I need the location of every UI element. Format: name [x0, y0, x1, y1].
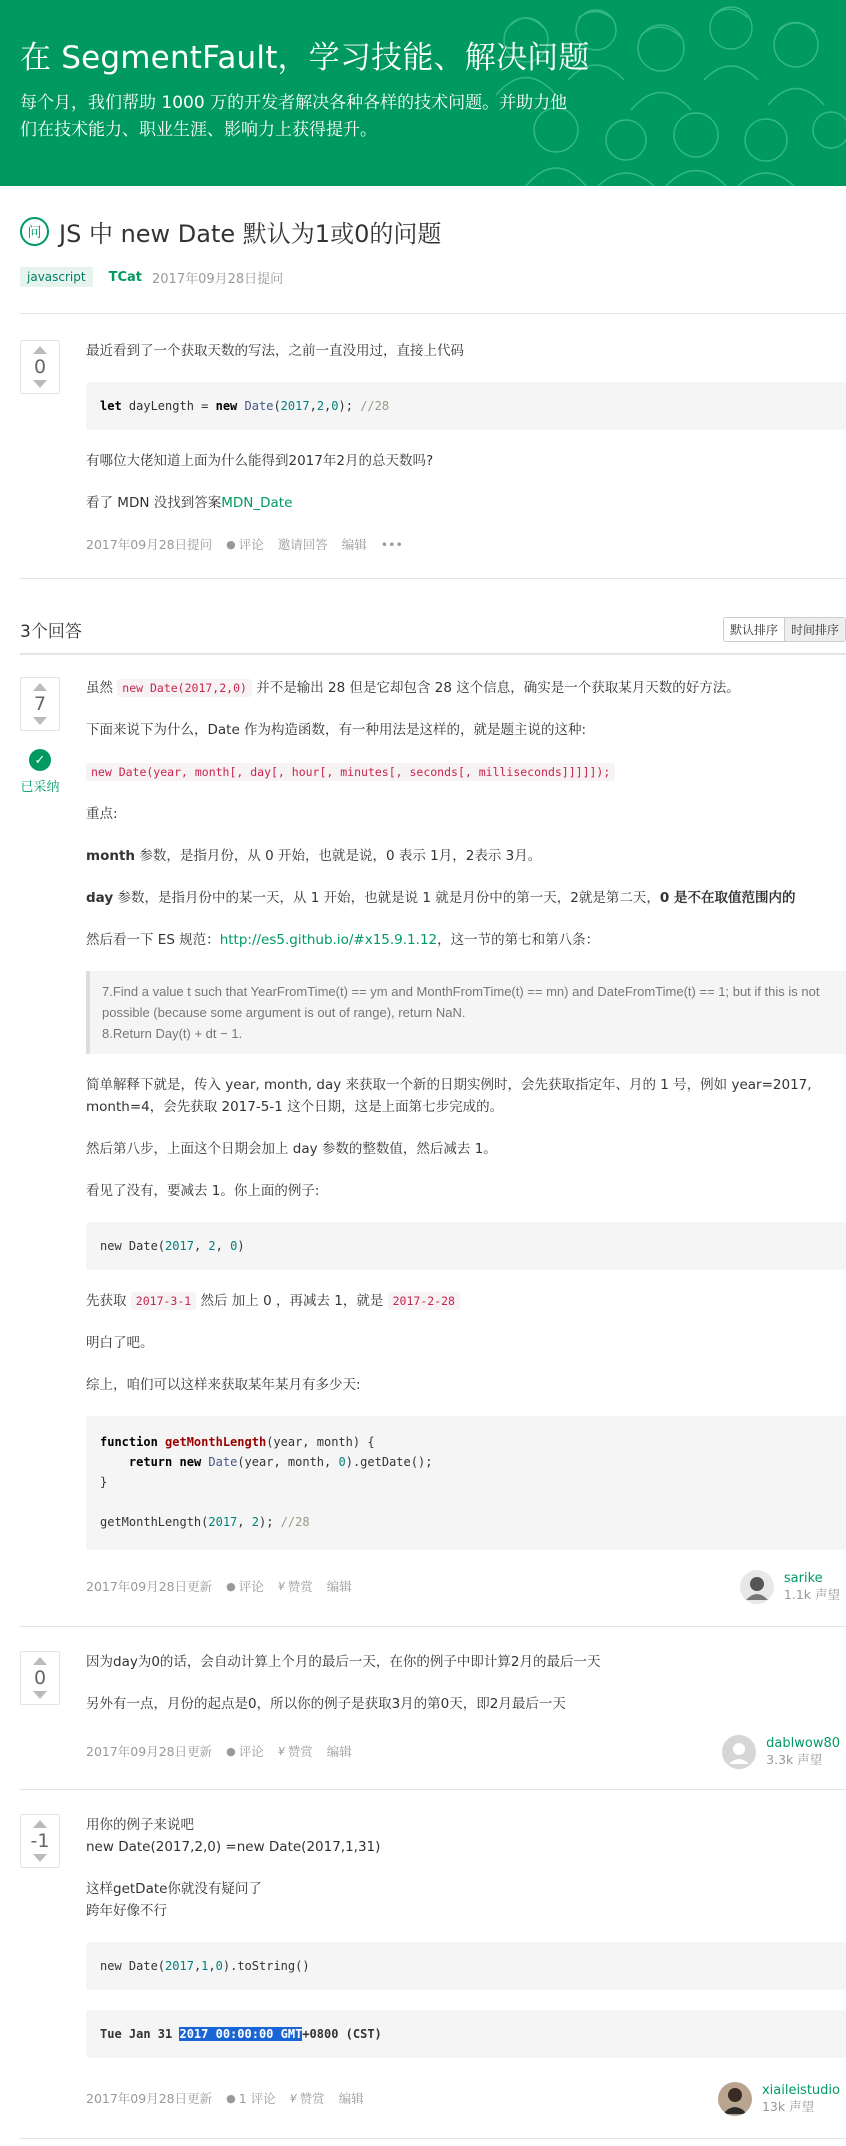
answer-vote	[20, 1814, 60, 2116]
question-intro: 最近看到了一个获取天数的写法，之前一直没用过，直接上代码	[86, 343, 464, 359]
inline-code: new Date(year, month[, day[, hour[, minutes[, seconds[, milliseconds]]]]]);	[86, 763, 615, 781]
answer-paragraph	[86, 845, 846, 867]
avatar[interactable]	[722, 1735, 756, 1769]
code-token: ,	[309, 399, 317, 413]
answer-actions	[86, 1735, 846, 1769]
answer-user[interactable]	[718, 2082, 840, 2116]
comment-label: 1 评论	[238, 2091, 276, 2106]
answer-paragraph	[86, 761, 846, 783]
code-token: new	[179, 1455, 202, 1469]
avatar[interactable]	[718, 2082, 752, 2116]
inline-code: new Date(2017,2,0)	[117, 679, 252, 697]
code-token: (year, month) {	[266, 1435, 375, 1449]
text: 先获取	[86, 1293, 127, 1309]
answer-body	[86, 1651, 846, 1769]
vote-count: 0	[33, 1667, 47, 1689]
comment-button[interactable]	[226, 534, 264, 556]
text: 这样getDate你就没有疑问了	[86, 1881, 262, 1897]
text: 参数，是指月份，从 0 开始，也就是说，0 表示 1月，2表示 3月。	[135, 848, 542, 864]
answer-paragraph	[86, 887, 846, 909]
code-comment: //28	[280, 1515, 310, 1529]
comment-icon: ●	[226, 1580, 236, 1593]
user-name[interactable]: dablwow80	[766, 1736, 840, 1751]
text: 用你的例子来说吧	[86, 1817, 194, 1833]
question-header	[20, 186, 846, 314]
code-token: 0	[215, 1959, 223, 1973]
code-token: Tue Jan 31	[100, 2027, 180, 2041]
code-token: }	[100, 1475, 108, 1489]
bold-text: month	[86, 848, 136, 864]
answer-paragraph: 下面来说下为什么，Date 作为构造函数，有一种用法是这样的，就是题主说的这种:	[86, 722, 587, 738]
answer-paragraph	[86, 1290, 846, 1312]
question-action-date[interactable]: 2017年09月28日提问	[86, 537, 213, 552]
code-token: Date	[244, 399, 274, 413]
question-ask: 有哪位大佬知道上面为什么能得到2017年2月的总天数吗?	[86, 453, 434, 469]
answers-header	[20, 579, 846, 655]
question-title-row	[20, 214, 846, 249]
comment-button[interactable]	[226, 1576, 264, 1598]
code-token: new Date(	[100, 1959, 166, 1973]
code-comment: //28	[360, 399, 390, 413]
answer-paragraph: 另外有一点，月份的起点是0，所以你的例子是获取3月的第0天，即2月最后一天	[86, 1696, 566, 1712]
answer-user[interactable]	[722, 1735, 840, 1769]
code-token: 2017	[165, 1959, 194, 1973]
vote-box	[20, 677, 60, 731]
inline-code: 2017-3-1	[131, 1292, 196, 1310]
code-token: ,	[193, 1239, 209, 1253]
code-token: +0800 (CST)	[302, 2027, 382, 2041]
code-token: 2	[251, 1515, 259, 1529]
vote-down-icon[interactable]	[33, 380, 47, 388]
spec-quote	[86, 971, 846, 1054]
question-vote	[20, 340, 60, 556]
question-author-link[interactable]: TCat	[108, 269, 142, 285]
code-token: ,	[193, 1959, 202, 1973]
accepted-badge	[20, 749, 59, 795]
code-token: );	[338, 399, 361, 413]
comment-label: 评论	[238, 1579, 264, 1594]
question-actions	[86, 534, 846, 556]
sort-time-button[interactable]: 时间排序	[784, 618, 845, 641]
vote-box	[20, 1814, 60, 1868]
code-block	[86, 2010, 846, 2058]
banner-subtitle: 每个月，我们帮助 1000 万的开发者解决各种各样的技术问题。并助力他们在技术能力、职业生涯、影响力上获得提升。	[20, 93, 568, 140]
question-badge-icon: 问	[20, 217, 49, 246]
text: 跨年好像不行	[86, 1903, 167, 1919]
answer-action-date[interactable]: 2017年09月28日更新	[86, 1579, 213, 1594]
question-meta	[20, 267, 846, 287]
question-body	[86, 340, 846, 556]
answer-actions	[86, 2082, 846, 2116]
code-token: 2017	[280, 399, 310, 413]
reward-label: 赞赏	[299, 2091, 325, 2106]
code-token: ).getDate();	[345, 1455, 433, 1469]
answer-action-date[interactable]: 2017年09月28日更新	[86, 1744, 213, 1759]
answer-paragraph: 然后第八步，上面这个日期会加上 day 参数的整数值，然后减去 1。	[86, 1141, 497, 1157]
answer-paragraph: 明白了吧。	[86, 1335, 154, 1351]
comment-icon: ●	[226, 538, 236, 551]
answer-actions	[86, 1570, 846, 1604]
vote-up-icon[interactable]	[33, 1657, 47, 1665]
yen-icon: ¥	[277, 1580, 285, 1593]
answer-action-date[interactable]: 2017年09月28日更新	[86, 2091, 213, 2106]
text: new Date(2017,2,0) =new Date(2017,1,31)	[86, 1839, 381, 1855]
code-token: 1	[201, 1959, 209, 1973]
answer-paragraph	[86, 1878, 846, 1922]
code-token: ).toString()	[222, 1959, 310, 1973]
answer-paragraph	[86, 1814, 846, 1858]
vote-box	[20, 1651, 60, 1705]
sort-toggle	[723, 617, 846, 642]
code-token	[100, 1455, 129, 1469]
answer-body	[86, 677, 846, 1604]
code-token: getMonthLength	[165, 1435, 267, 1449]
code-token: );	[258, 1515, 281, 1529]
code-token: 2017	[208, 1515, 238, 1529]
vote-count: -1	[30, 1830, 50, 1852]
answer-post	[20, 1627, 846, 1790]
code-token: ,	[208, 1959, 216, 1973]
sort-default-button[interactable]: 默认排序	[724, 618, 784, 641]
comment-button[interactable]	[226, 2088, 276, 2110]
accepted-check-icon: ✓	[29, 749, 51, 771]
answer-paragraph	[86, 677, 846, 699]
answer-vote	[20, 677, 60, 1604]
accepted-label: 已采纳	[20, 780, 60, 795]
banner-title: 在 SegmentFault，学习技能、解决问题	[20, 40, 590, 76]
answer-paragraph: 简单解释下就是，传入 year, month, day 来获取一个新的日期实例时，会先获取指定年、月的 1 号，例如 year=2017, month=4，会先获取 2017-5-1 这个日期，这是上面第七步完成的。	[86, 1077, 812, 1115]
answer-post	[20, 655, 846, 1627]
text: 参数，是指月份中的某一天，从 1 开始，也就是说 1 就是月份中的第一天，2就是第二天，	[113, 890, 660, 906]
code-token: )	[237, 1239, 245, 1253]
text: 然后看一下 ES 规范：	[86, 932, 220, 948]
reward-label: 赞赏	[287, 1579, 313, 1594]
user-name[interactable]: xiaileistudio	[761, 2083, 840, 2098]
mdn-prefix: 看了 MDN 没找到答案	[86, 495, 222, 511]
code-token: dayLength =	[121, 399, 216, 413]
code-token: getMonthLength(	[100, 1515, 209, 1529]
text: 并不是输出 28 但是它却包含 28 这个信息，确实是一个获取某月天数的好方法。	[256, 680, 740, 696]
comment-button[interactable]	[226, 1741, 264, 1763]
code-token	[172, 1455, 179, 1469]
vote-count: 7	[33, 693, 47, 715]
code-token: return	[128, 1455, 173, 1469]
vote-up-icon[interactable]	[33, 346, 47, 354]
yen-icon: ¥	[277, 1745, 285, 1758]
tag-javascript[interactable]: javascript	[20, 267, 93, 287]
edit-button[interactable]: 编辑	[341, 537, 367, 552]
hero-banner	[0, 0, 846, 186]
comment-label: 评论	[238, 1744, 264, 1759]
answer-paragraph: 综上，咱们可以这样来获取某年某月有多少天:	[86, 1377, 361, 1393]
yen-icon: ¥	[289, 2092, 297, 2105]
code-token: 0	[230, 1239, 238, 1253]
reward-label: 赞赏	[287, 1744, 313, 1759]
code-token: 2	[316, 399, 325, 413]
invite-answer-button[interactable]: 邀请回答	[277, 537, 328, 552]
comment-label: 评论	[238, 537, 264, 552]
vote-up-icon[interactable]	[33, 1820, 47, 1828]
answer-paragraph: 因为day为0的话，会自动计算上个月的最后一天，在你的例子中即计算2月的最后一天	[86, 1654, 601, 1670]
quote-line: 8.Return Day(t) + dt − 1.	[102, 1026, 243, 1041]
answer-vote	[20, 1651, 60, 1769]
reward-button[interactable]	[278, 1741, 313, 1763]
user-reputation: 1.1k 声望	[783, 1587, 840, 1602]
code-token: 0	[331, 399, 339, 413]
vote-down-icon[interactable]	[33, 1854, 47, 1862]
question-post	[20, 314, 846, 579]
question-date: 2017年09月28日提问	[152, 271, 284, 287]
code-token: 0	[338, 1455, 346, 1469]
code-token: new Date(	[100, 1239, 166, 1253]
code-block	[86, 1222, 846, 1270]
question-title[interactable]: JS 中 new Date 默认为1或0的问题	[59, 220, 442, 248]
code-token: new	[215, 399, 238, 413]
quote-line: 7.Find a value t such that YearFromTime(t) == ym and MonthFromTime(t) == mn) and DateFromTime(t) == 1; but if this is not possible (because some argument is out of range), return NaN.	[102, 984, 820, 1020]
code-token: 2017	[165, 1239, 194, 1253]
question-mdn-line	[86, 492, 846, 514]
bold-text: 0 是不在取值范围内的	[659, 890, 796, 906]
question-code	[86, 382, 846, 430]
code-token: Date	[208, 1455, 238, 1469]
reward-button[interactable]	[290, 2088, 325, 2110]
comment-icon: ●	[226, 1745, 236, 1758]
selected-text: 2017 00:00:00 GMT	[179, 2027, 303, 2041]
code-block	[86, 1416, 846, 1550]
code-token: (	[273, 399, 281, 413]
code-token: ,	[215, 1239, 231, 1253]
more-button[interactable]: •••	[380, 537, 403, 552]
code-block	[86, 1942, 846, 1990]
mdn-date-link[interactable]: MDN_Date	[221, 495, 293, 511]
answer-body	[86, 1814, 846, 2116]
edit-button[interactable]: 编辑	[338, 2091, 364, 2106]
avatar[interactable]	[740, 1570, 774, 1604]
answers-count: 3个回答	[20, 622, 82, 642]
vote-box	[20, 340, 60, 394]
text: 然后 加上 0 ，再减去 1，就是	[200, 1293, 384, 1309]
reward-button[interactable]	[278, 1576, 313, 1598]
inline-code: 2017-2-28	[388, 1292, 460, 1310]
vote-down-icon[interactable]	[33, 717, 47, 725]
answer-paragraph: 看见了没有，要减去 1。你上面的例子:	[86, 1183, 320, 1199]
vote-down-icon[interactable]	[33, 1691, 47, 1699]
edit-button[interactable]: 编辑	[326, 1744, 352, 1759]
code-token: (year, month,	[237, 1455, 339, 1469]
code-token: ,	[324, 399, 332, 413]
es5-spec-link[interactable]: http://es5.github.io/#x15.9.1.12	[219, 932, 438, 948]
answer-post	[20, 1790, 846, 2139]
comment-icon: ●	[226, 2092, 236, 2105]
answer-paragraph: 重点:	[86, 806, 118, 822]
answer-paragraph	[86, 929, 846, 951]
user-reputation: 3.3k 声望	[766, 1752, 823, 1767]
code-token: ,	[237, 1515, 252, 1529]
vote-count: 0	[33, 356, 47, 378]
code-token: 2	[208, 1239, 216, 1253]
vote-up-icon[interactable]	[33, 683, 47, 691]
code-token: let	[100, 399, 122, 413]
user-name[interactable]: sarike	[783, 1571, 823, 1586]
code-token: function	[100, 1435, 158, 1449]
bold-text: day	[86, 890, 114, 906]
user-reputation: 13k 声望	[761, 2099, 815, 2114]
edit-button[interactable]: 编辑	[326, 1579, 352, 1594]
answer-user[interactable]	[740, 1570, 840, 1604]
text: ，这一节的第七和第八条：	[437, 932, 600, 948]
text: 虽然	[86, 680, 113, 696]
